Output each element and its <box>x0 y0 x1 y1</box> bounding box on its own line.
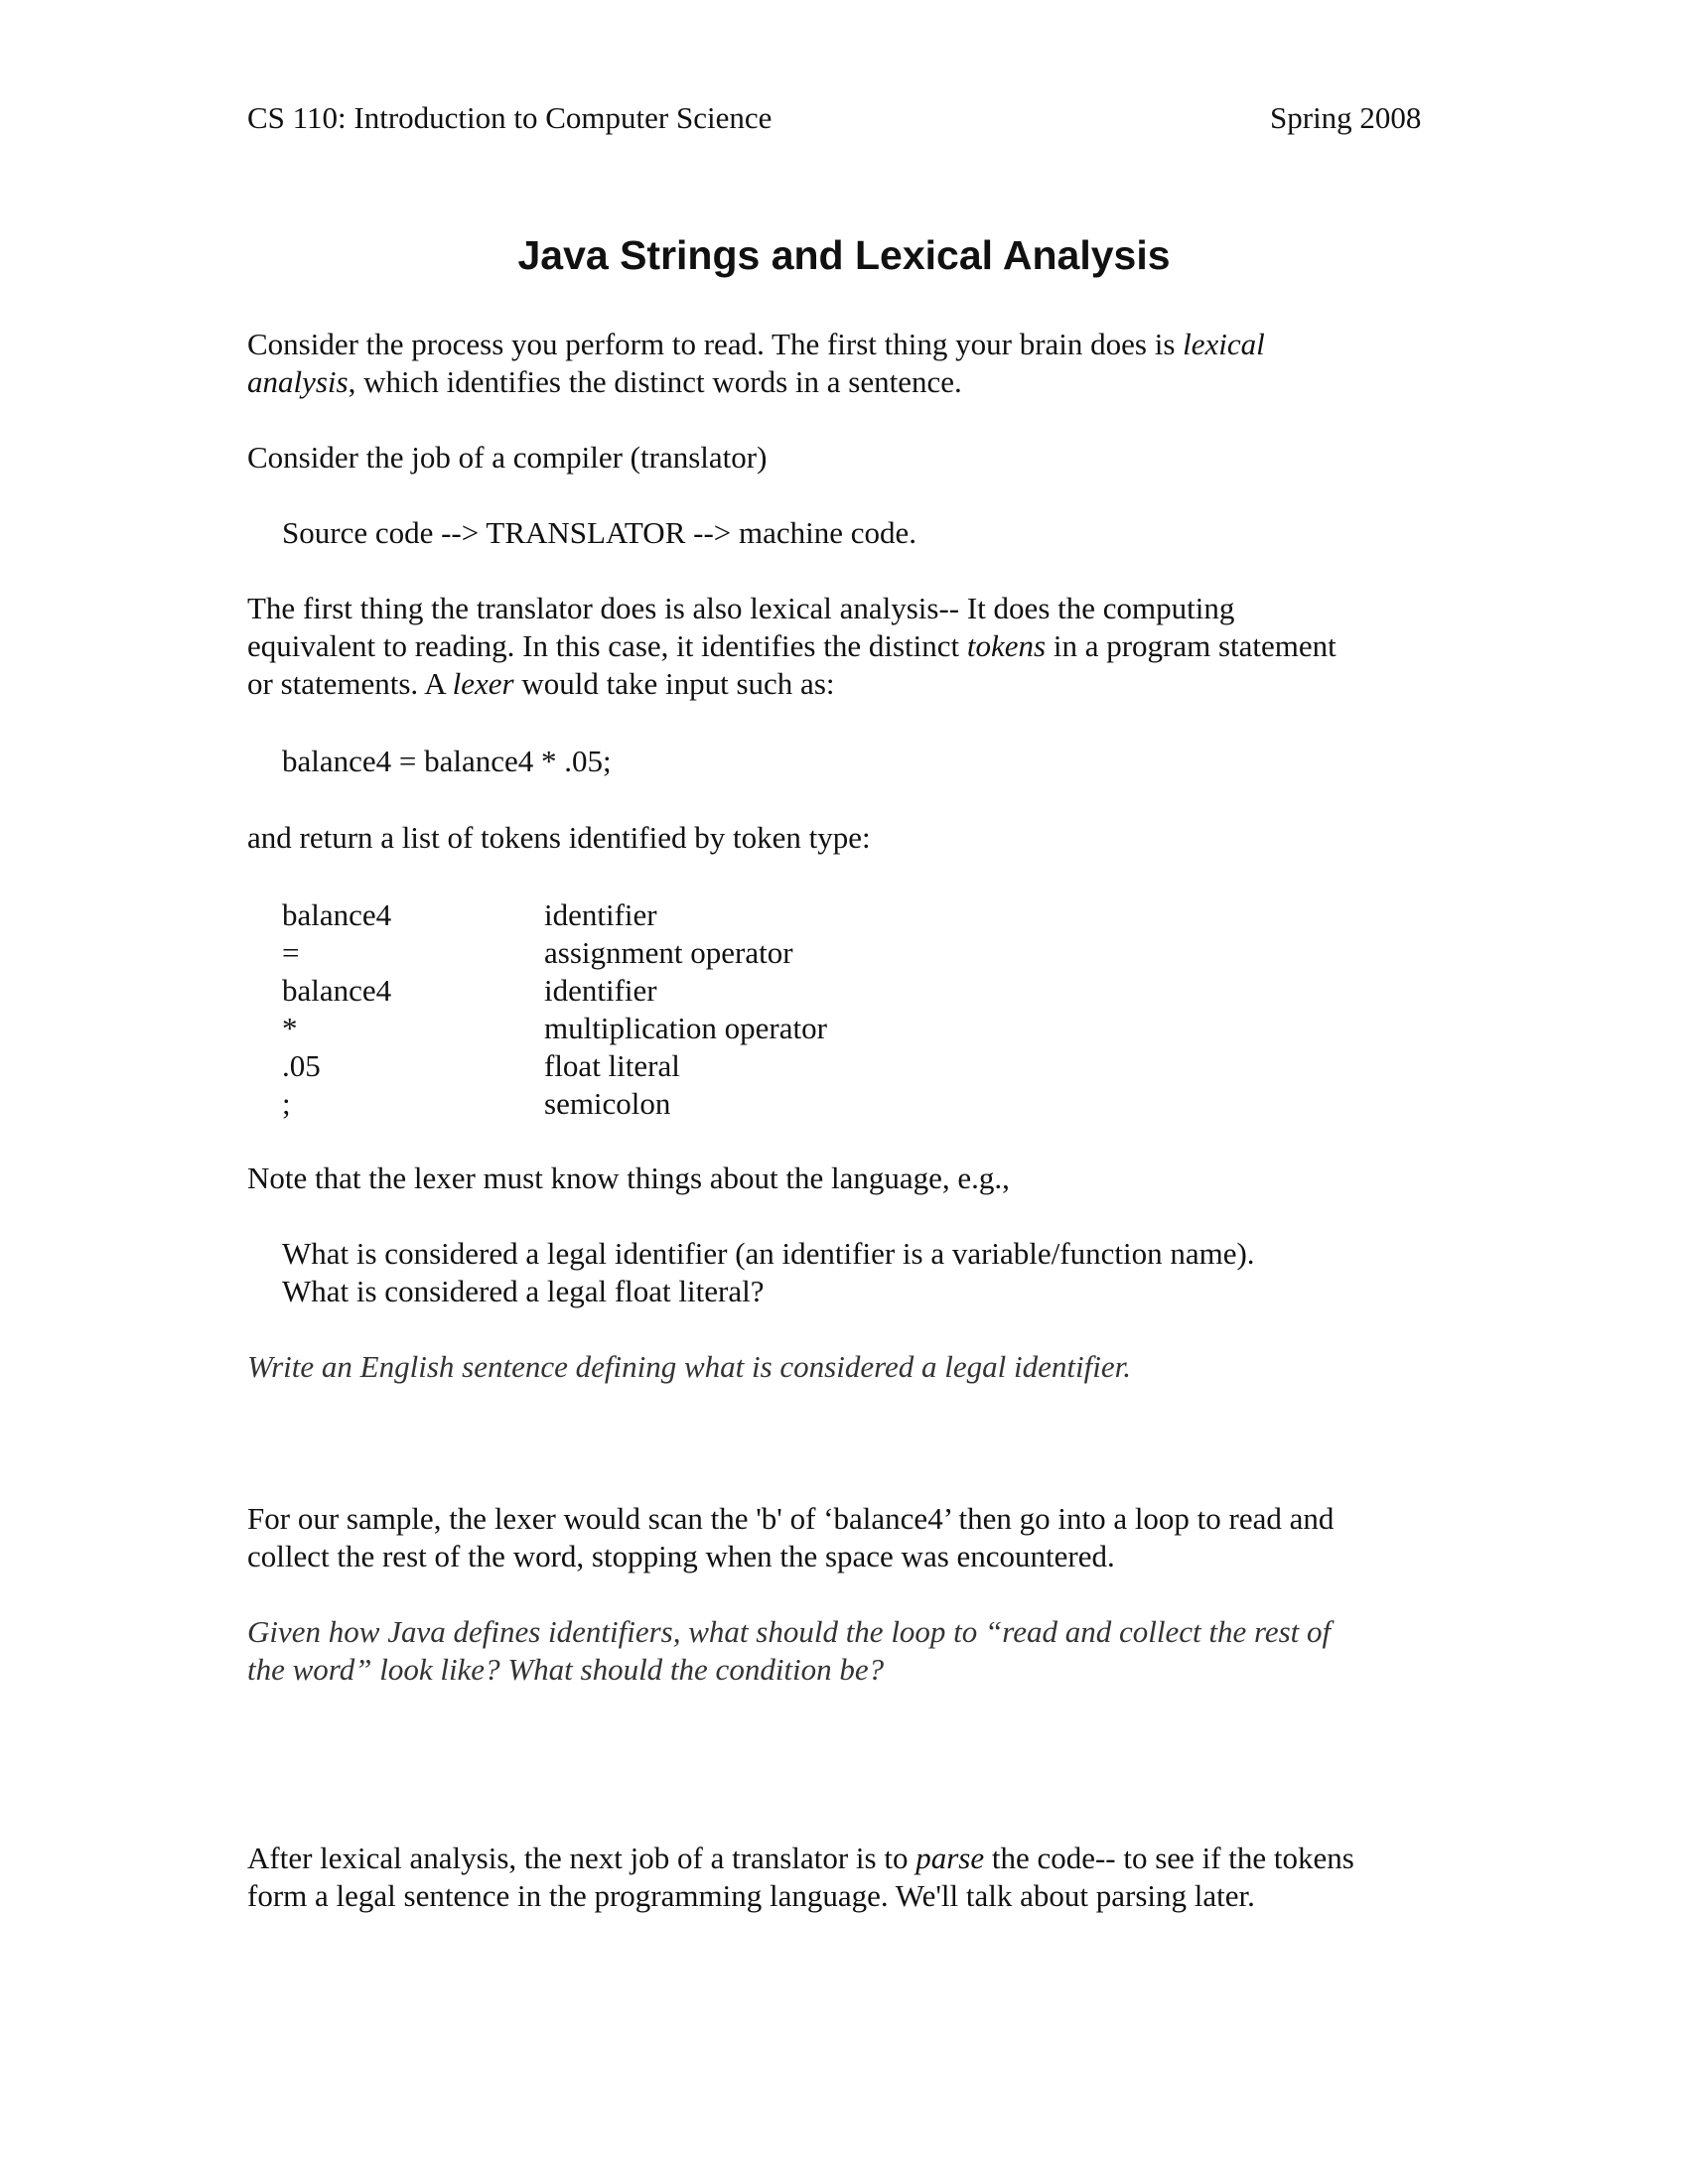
token-table <box>282 896 827 1123</box>
token-row <box>282 1047 827 1085</box>
token-cell: * <box>282 1011 298 1045</box>
token-type-cell: identifier <box>544 973 657 1008</box>
token-type-cell: multiplication operator <box>544 1011 827 1045</box>
token-type-cell: float literal <box>544 1048 680 1083</box>
scan-paragraph: For our sample, the lexer would scan the 'b' of ‘balance4’ then go into a loop to read and collect the rest of the word, stopping when the space was encountered. <box>247 1501 1335 1573</box>
token-row <box>282 896 827 934</box>
token-cell: .05 <box>282 1048 321 1083</box>
intro-paragraph: Consider the process you perform to read. The first thing your brain does is lexical analysis, which identifies the distinct words in a sentence. <box>247 327 1265 399</box>
token-type-cell: identifier <box>544 897 657 932</box>
token-type-cell: semicolon <box>544 1086 671 1121</box>
token-type-cell: assignment operator <box>544 935 793 970</box>
page-title: Java Strings and Lexical Analysis <box>517 232 1171 278</box>
lexical-paragraph: The first thing the translator does is also lexical analysis-- It does the computing equivalent to reading. In this case, it identifies the distinct tokens in a program statement or statements. A lexer would take input such as: <box>247 591 1336 701</box>
parse-paragraph: After lexical analysis, the next job of a translator is to parse the code-- to see if the tokens form a legal sentence in the programming language. We'll talk about parsing later. <box>247 1841 1354 1913</box>
token-cell: ; <box>282 1086 291 1121</box>
note-line: Note that the lexer must know things about the language, e.g., <box>247 1160 1010 1195</box>
token-cell: = <box>282 935 300 970</box>
token-row <box>282 1085 827 1123</box>
code-sample: balance4 = balance4 * .05; <box>282 744 612 778</box>
course-header: CS 110: Introduction to Computer Science <box>247 100 773 135</box>
tokens-intro: and return a list of tokens identified by token type: <box>247 820 871 855</box>
questions-block <box>282 1235 1503 1310</box>
term-header: Spring 2008 <box>1270 100 1422 135</box>
token-cell: balance4 <box>282 897 392 932</box>
compiler-intro: Consider the job of a compiler (translator) <box>247 440 768 475</box>
token-row <box>282 934 827 972</box>
question-item: What is considered a legal identifier (an identifier is a variable/function name). <box>282 1236 1255 1271</box>
exercise-loop: Given how Java defines identifiers, what should the loop to “read and collect the rest of the word” look like? What should the condition be? <box>247 1614 1332 1687</box>
token-row <box>282 1010 827 1047</box>
pipeline-line: Source code --> TRANSLATOR --> machine code. <box>282 515 917 550</box>
token-cell: balance4 <box>282 973 392 1008</box>
token-row <box>282 972 827 1010</box>
question-item: What is considered a legal float literal? <box>282 1274 765 1308</box>
exercise-identifier: Write an English sentence defining what is considered a legal identifier. <box>247 1349 1131 1384</box>
